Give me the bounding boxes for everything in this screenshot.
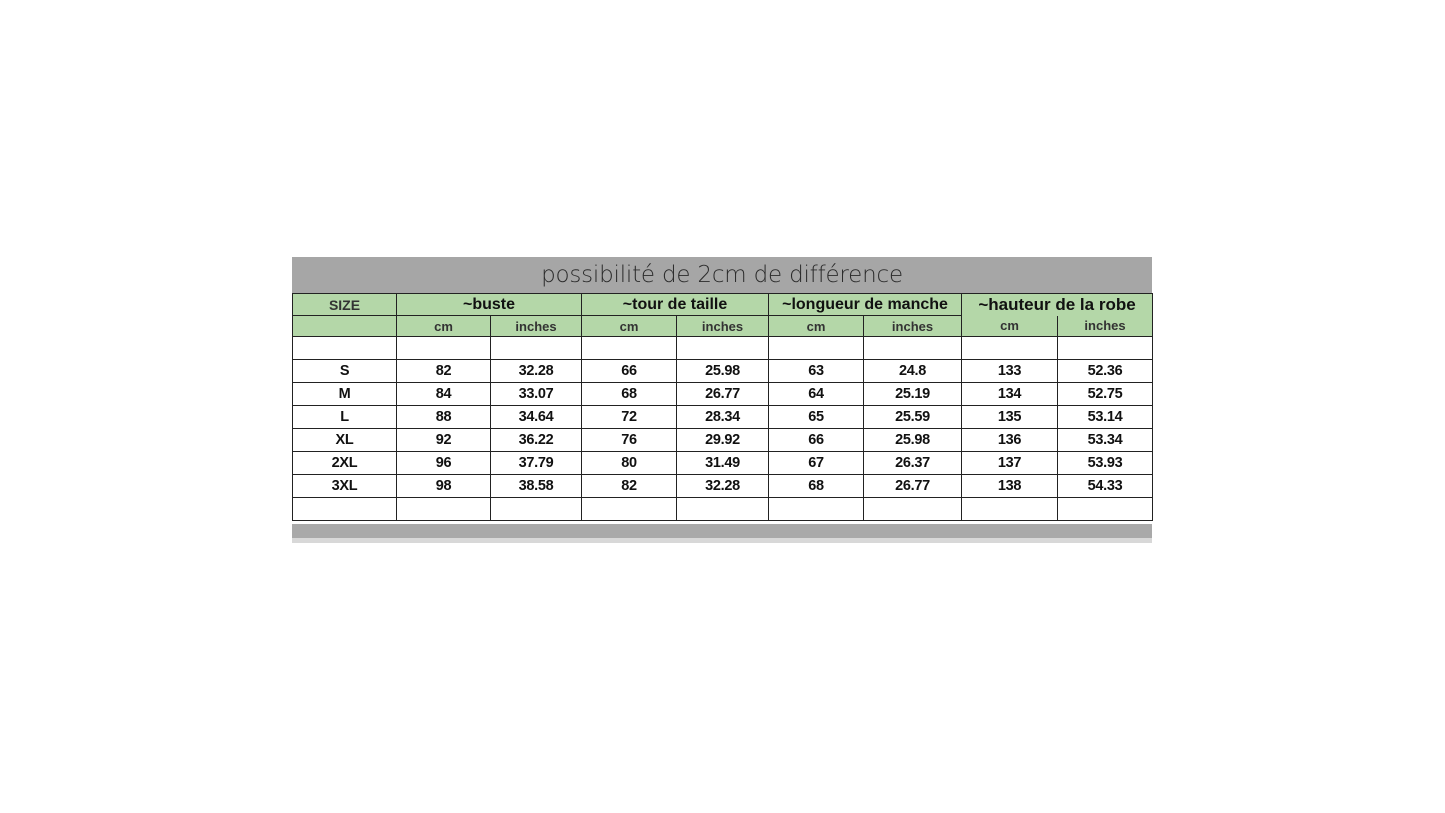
measure-cell: 67 <box>769 452 864 475</box>
measure-cell: 135 <box>962 406 1058 429</box>
unit-header: inches <box>1058 316 1153 337</box>
group-header-bust: ~buste <box>397 294 582 316</box>
measure-cell: 66 <box>582 360 677 383</box>
size-table <box>292 293 1153 521</box>
measure-cell: 72 <box>582 406 677 429</box>
measure-cell <box>582 337 677 360</box>
group-header-waist: ~tour de taille <box>582 294 769 316</box>
measure-cell <box>769 337 864 360</box>
size-cell: 2XL <box>293 452 397 475</box>
size-cell: M <box>293 383 397 406</box>
measure-cell <box>397 498 491 521</box>
table-row <box>293 452 1153 475</box>
header-row-groups <box>293 294 1153 316</box>
size-cell: 3XL <box>293 475 397 498</box>
measure-cell <box>962 337 1058 360</box>
measure-cell: 68 <box>582 383 677 406</box>
unit-header: cm <box>962 316 1058 337</box>
measure-cell: 66 <box>769 429 864 452</box>
size-cell <box>293 498 397 521</box>
measure-cell: 84 <box>397 383 491 406</box>
measure-cell: 88 <box>397 406 491 429</box>
measure-cell <box>1058 498 1153 521</box>
measure-cell <box>864 337 962 360</box>
measure-cell <box>962 498 1058 521</box>
measure-cell: 37.79 <box>491 452 582 475</box>
measure-cell: 29.92 <box>677 429 769 452</box>
measure-cell: 33.07 <box>491 383 582 406</box>
group-header-sleeve: ~longueur de manche <box>769 294 962 316</box>
measure-cell: 54.33 <box>1058 475 1153 498</box>
measure-cell <box>491 337 582 360</box>
table-row <box>293 383 1153 406</box>
measure-cell: 137 <box>962 452 1058 475</box>
measure-cell: 26.37 <box>864 452 962 475</box>
measure-cell: 64 <box>769 383 864 406</box>
table-row <box>293 360 1153 383</box>
table-row <box>293 429 1153 452</box>
measure-cell: 65 <box>769 406 864 429</box>
unit-header: inches <box>491 316 582 337</box>
measure-cell <box>769 498 864 521</box>
unit-header: cm <box>582 316 677 337</box>
measure-cell: 136 <box>962 429 1058 452</box>
measure-cell: 32.28 <box>677 475 769 498</box>
measure-cell: 26.77 <box>864 475 962 498</box>
measure-cell: 82 <box>397 360 491 383</box>
measure-cell: 98 <box>397 475 491 498</box>
footer-bar <box>292 524 1152 538</box>
measure-cell: 32.28 <box>491 360 582 383</box>
measure-cell: 96 <box>397 452 491 475</box>
measure-cell: 53.93 <box>1058 452 1153 475</box>
measure-cell: 52.36 <box>1058 360 1153 383</box>
size-header: SIZE <box>293 294 397 316</box>
table-row <box>293 475 1153 498</box>
measure-cell: 138 <box>962 475 1058 498</box>
measure-cell: 53.14 <box>1058 406 1153 429</box>
difference-banner: possibilité de 2cm de différence <box>292 257 1152 293</box>
measure-cell: 26.77 <box>677 383 769 406</box>
measure-cell: 68 <box>769 475 864 498</box>
measure-cell: 31.49 <box>677 452 769 475</box>
measure-cell: 53.34 <box>1058 429 1153 452</box>
measure-cell: 63 <box>769 360 864 383</box>
measure-cell: 134 <box>962 383 1058 406</box>
table-row <box>293 337 1153 360</box>
group-header-dress-length: ~hauteur de la robe <box>962 294 1153 316</box>
measure-cell <box>677 498 769 521</box>
measure-cell: 36.22 <box>491 429 582 452</box>
measure-cell <box>397 337 491 360</box>
unit-header: cm <box>397 316 491 337</box>
table-row <box>293 406 1153 429</box>
measure-cell <box>491 498 582 521</box>
measure-cell: 52.75 <box>1058 383 1153 406</box>
size-cell: L <box>293 406 397 429</box>
unit-header: inches <box>864 316 962 337</box>
measure-cell: 38.58 <box>491 475 582 498</box>
measure-cell: 25.59 <box>864 406 962 429</box>
measure-cell: 133 <box>962 360 1058 383</box>
measure-cell: 34.64 <box>491 406 582 429</box>
unit-header-blank <box>293 316 397 337</box>
measure-cell: 92 <box>397 429 491 452</box>
size-cell: S <box>293 360 397 383</box>
measure-cell: 80 <box>582 452 677 475</box>
measure-cell: 25.98 <box>864 429 962 452</box>
header-row-units <box>293 316 1153 337</box>
measure-cell: 76 <box>582 429 677 452</box>
size-chart <box>292 257 1152 543</box>
measure-cell <box>677 337 769 360</box>
measure-cell: 25.98 <box>677 360 769 383</box>
measure-cell: 24.8 <box>864 360 962 383</box>
size-cell: XL <box>293 429 397 452</box>
measure-cell: 28.34 <box>677 406 769 429</box>
size-cell <box>293 337 397 360</box>
footer-strip <box>292 538 1152 543</box>
measure-cell: 25.19 <box>864 383 962 406</box>
table-row <box>293 498 1153 521</box>
unit-header: cm <box>769 316 864 337</box>
measure-cell: 82 <box>582 475 677 498</box>
measure-cell <box>864 498 962 521</box>
unit-header: inches <box>677 316 769 337</box>
measure-cell <box>582 498 677 521</box>
measure-cell <box>1058 337 1153 360</box>
